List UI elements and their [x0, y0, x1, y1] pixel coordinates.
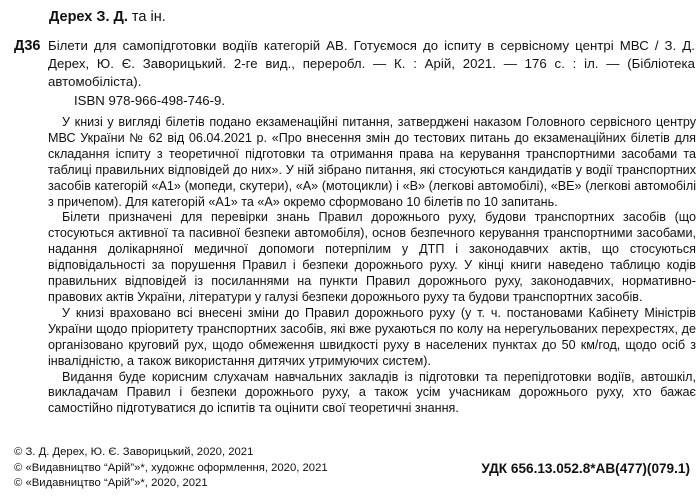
copyright-line: © З. Д. Дерех, Ю. Є. Заворицький, 2020, 2021: [14, 446, 254, 458]
library-code: Д36: [14, 38, 41, 54]
annotation-paragraph: У книзі враховано всі внесені зміни до Правил дорожнього руху (у т. ч. постановами Кабінету Міністрів України щодо пріоритету транспортних засобів, які вже рухаються по колу на нерегульованих перехрестях, де організовано круговий рух, щодо обмеження швидкості руху в населених пунктах до 50 км/год, щодо осіб з інвалідністю, а також використання дитячих утримуючих систем).: [48, 305, 696, 368]
annotation-paragraph: Видання буде корисним слухачам навчальних закладів із підготовки та перепідготовки водіїв, автошкіл, викладачам Правил і безпеки дорожнього руху, а також усім учасникам дорожнього руху, хто бажає самостійно підготуватися до іспитів та оцінити свої теоретичні знання.: [48, 369, 696, 416]
copyright-line: © «Видавництво “Арій”»*, 2020, 2021: [14, 477, 208, 489]
copyright-line: © «Видавництво “Арій”»*, художнє оформлення, 2020, 2021: [14, 461, 328, 474]
udk-code: УДК 656.13.052.8*АВ(477)(079.1): [481, 461, 690, 476]
copyright-block: [14, 445, 328, 492]
isbn: ISBN 978-966-498-746-9.: [74, 93, 226, 108]
author-name: Дерех З. Д.: [49, 9, 128, 25]
bibliographic-description: Білети для самопідготовки водіїв категорій АВ. Готуємося до іспиту в сервісному центрі МВС / З. Д. Дерех, Ю. Є. Заворицький. 2-ге вид., переробл. — К. : Арій, 2021. — 176 с. : іл. — (Бібліотека автомобіліста).: [48, 38, 695, 89]
author-suffix: та ін.: [127, 9, 166, 25]
annotation-paragraph: У книзі у вигляді білетів подано екзаменаційні питання, затверджені наказом Головного сервісного центру МВС України № 62 від 06.04.2021 р. «Про внесення змін до тестових питань до екзаменаційних білетів для складання іспиту з теоретичної підготовки та отримання права на керування транспортними засобами та таблиці правильних відповідей до них». У ній зібрано питання, які стосуються кандидатів у водії транспортних засобів категорій «А1» (мопеди, скутери), «А» (мотоцикли) і «В» (легкові автомобілі), «ВЕ» (легкові автомобілі з причепом). Для категорій «А1» та «А» окремо сформовано 10 білетів по 10 запитань.: [48, 115, 696, 209]
annotation-paragraph: Білети призначені для перевірки знань Правил дорожнього руху, будови транспортних засобів (що стосуються активної та пасивної безпеки автомобіля), основ безпечного керування транспортними засобами, надання долікарняної медичної допомоги потерпілим у ДТП і законодавчих актів, що стосуються відповідальності за порушення Правил і безпеки дорожнього руху. У кінці книги наведено таблицю кодів правильних відповідей із посиланнями на пункти Правил дорожнього руху, законодавчих, нормативно-правових актів України, літератури у галузі безпеки дорожнього руху та будови транспортних засобів.: [48, 210, 696, 304]
author-heading: [49, 8, 166, 26]
annotation: [48, 115, 696, 417]
